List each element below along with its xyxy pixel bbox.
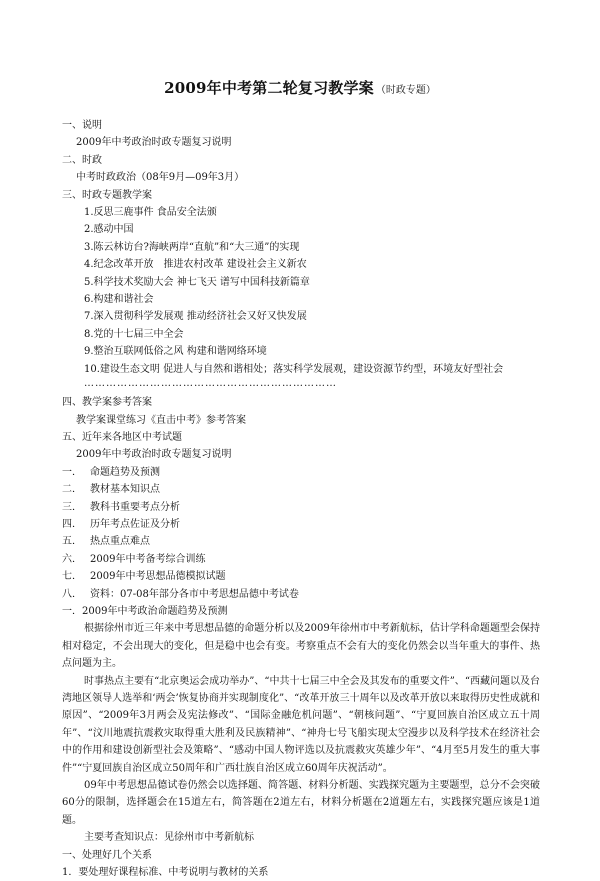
outline-text: 热点重点难点 [90, 536, 150, 548]
body-paragraph: 根据徐州市近三年来中考思想品德的命题分析以及2009年徐州市中考新航标，估计学科命题题型会保持相对稳定，不会出现大的变化，但是稳中也会有变。考察重点不会有大的变化仍然会以当年重大的事件、热点问题为主。 [62, 623, 540, 670]
outline-item [62, 464, 540, 481]
outline-number: 三． [62, 501, 82, 513]
outline-text: 命题趋势及预测 [90, 466, 160, 478]
section-heading-current-affairs: 二、时政 [62, 154, 102, 166]
topic-item: 10.建设生态文明 促进人与自然和谐相处；落实科学发展观，建设资源节约型，环境友好型社会 [84, 363, 504, 375]
current-affairs-line: 中考时政政治（08年9月—09年3月） [76, 172, 245, 184]
title-main: 2009年中考第二轮复习教学案 [164, 79, 374, 97]
body-paragraph: 09年中考思想品德试卷仍然会以选择题、简答题、材料分析题、实践探究题为主要题型，总分不会突破60分的限制，选择题会在15道左右，简答题在2道左右，材料分析题在2道题左右，实践探究题应该是1道题。 [62, 780, 540, 826]
outline-item [62, 551, 540, 568]
dotted-leader: …………………………………………………………… [84, 378, 337, 390]
outline-number: 四． [62, 518, 82, 530]
topic-item: 2.感动中国 [84, 224, 134, 236]
outline-number: 一． [62, 466, 82, 478]
topic-item: 3.陈云林访台?海峡两岸“直航”和“大三通”的实现 [84, 241, 300, 253]
topic-item: 1.反思三鹿事件 食品安全法颁 [84, 207, 217, 219]
body-subheading: 1．要处理好课程标准、中考说明与教材的关系 [62, 867, 269, 879]
topic-item: 5.科学技术奖励大会 神七飞天 谱写中国科技新篇章 [84, 276, 310, 288]
outline-text: 资料：07-08年部分各市中考思想品德中考试卷 [90, 588, 299, 600]
topic-item: 8.党的十七届三中全会 [84, 328, 184, 340]
outline-item [62, 533, 540, 550]
section-heading-topics: 三、时政专题教学案 [62, 189, 152, 201]
document-body [62, 117, 540, 881]
outline-text: 教材基本知识点 [90, 484, 160, 496]
outline-text: 2009年中考备考综合训练 [90, 553, 206, 565]
outline-item [62, 516, 540, 533]
exam-papers-line: 2009年中考政治时政专题复习说明 [76, 449, 232, 461]
section-heading-exam-papers: 五、近年来各地区中考试题 [62, 431, 182, 443]
topic-item: 4.纪念改革开放 推进农村改革 建设社会主义新农 [84, 259, 307, 271]
body-heading: 一．2009年中考政治命题趋势及预测 [62, 605, 228, 617]
section-heading-explanation: 一、说明 [62, 120, 102, 131]
topic-item: 6.构建和谐社会 [84, 294, 154, 306]
title-note: （时政专题） [375, 85, 436, 96]
topic-item: 7.深入贯彻科学发展观 推动经济社会又好又快发展 [84, 311, 307, 323]
outline-number: 二． [62, 484, 82, 496]
outline-item [62, 586, 540, 603]
outline-text: 教科书重要考点分析 [90, 501, 180, 513]
outline-item [62, 568, 540, 585]
outline-item [62, 499, 540, 516]
explanation-line: 2009年中考政治时政专题复习说明 [76, 137, 232, 149]
outline-number: 七． [62, 571, 82, 583]
outline-number: 五． [62, 536, 82, 548]
outline-text: 历年考点佐证及分析 [90, 518, 180, 530]
outline-number: 八． [62, 588, 82, 600]
outline-item [62, 481, 540, 498]
outline-number: 六． [62, 553, 82, 565]
answers-line: 教学案课堂练习《直击中考》参考答案 [76, 414, 246, 426]
section-heading-answers: 四、教学案参考答案 [62, 397, 152, 409]
document-title [0, 77, 600, 98]
body-note: 主要考查知识点：见徐州市中考新航标 [84, 832, 254, 844]
body-paragraph: 时事热点主要有“北京奥运会成功举办”、“中共十七届三中全会及其发布的重要文件”、“西藏问题以及台湾地区领导人选举和‘两会’恢复协商并实现制度化”、“改革开放三十周年以及改革开放以来取得历史性成就和原因”、“2009年3月两会及宪法修改”、“国际金融危机问题”、“朝核问题”、“宁夏回族自治区成立五十周年”、“汶川地震抗震救灾取得重大胜利及民族精神”、“神舟七号飞船实现太空漫步以及科学技术在经济社会中的作用和建设创新型社会及策略”、“感动中国人物评选以及抗震救灾英雄少年”、“4月至5月发生的重大事件”“宁夏回族自治区成立50周年和广西壮族自治区成立60周年庆祝活动”。 [62, 675, 540, 774]
outline-text: 2009年中考思想品德模拟试题 [90, 571, 226, 583]
topic-item: 9.整治互联网低俗之风 构建和谐网络环境 [84, 346, 267, 358]
body-heading: 一、处理好几个关系 [62, 849, 152, 861]
